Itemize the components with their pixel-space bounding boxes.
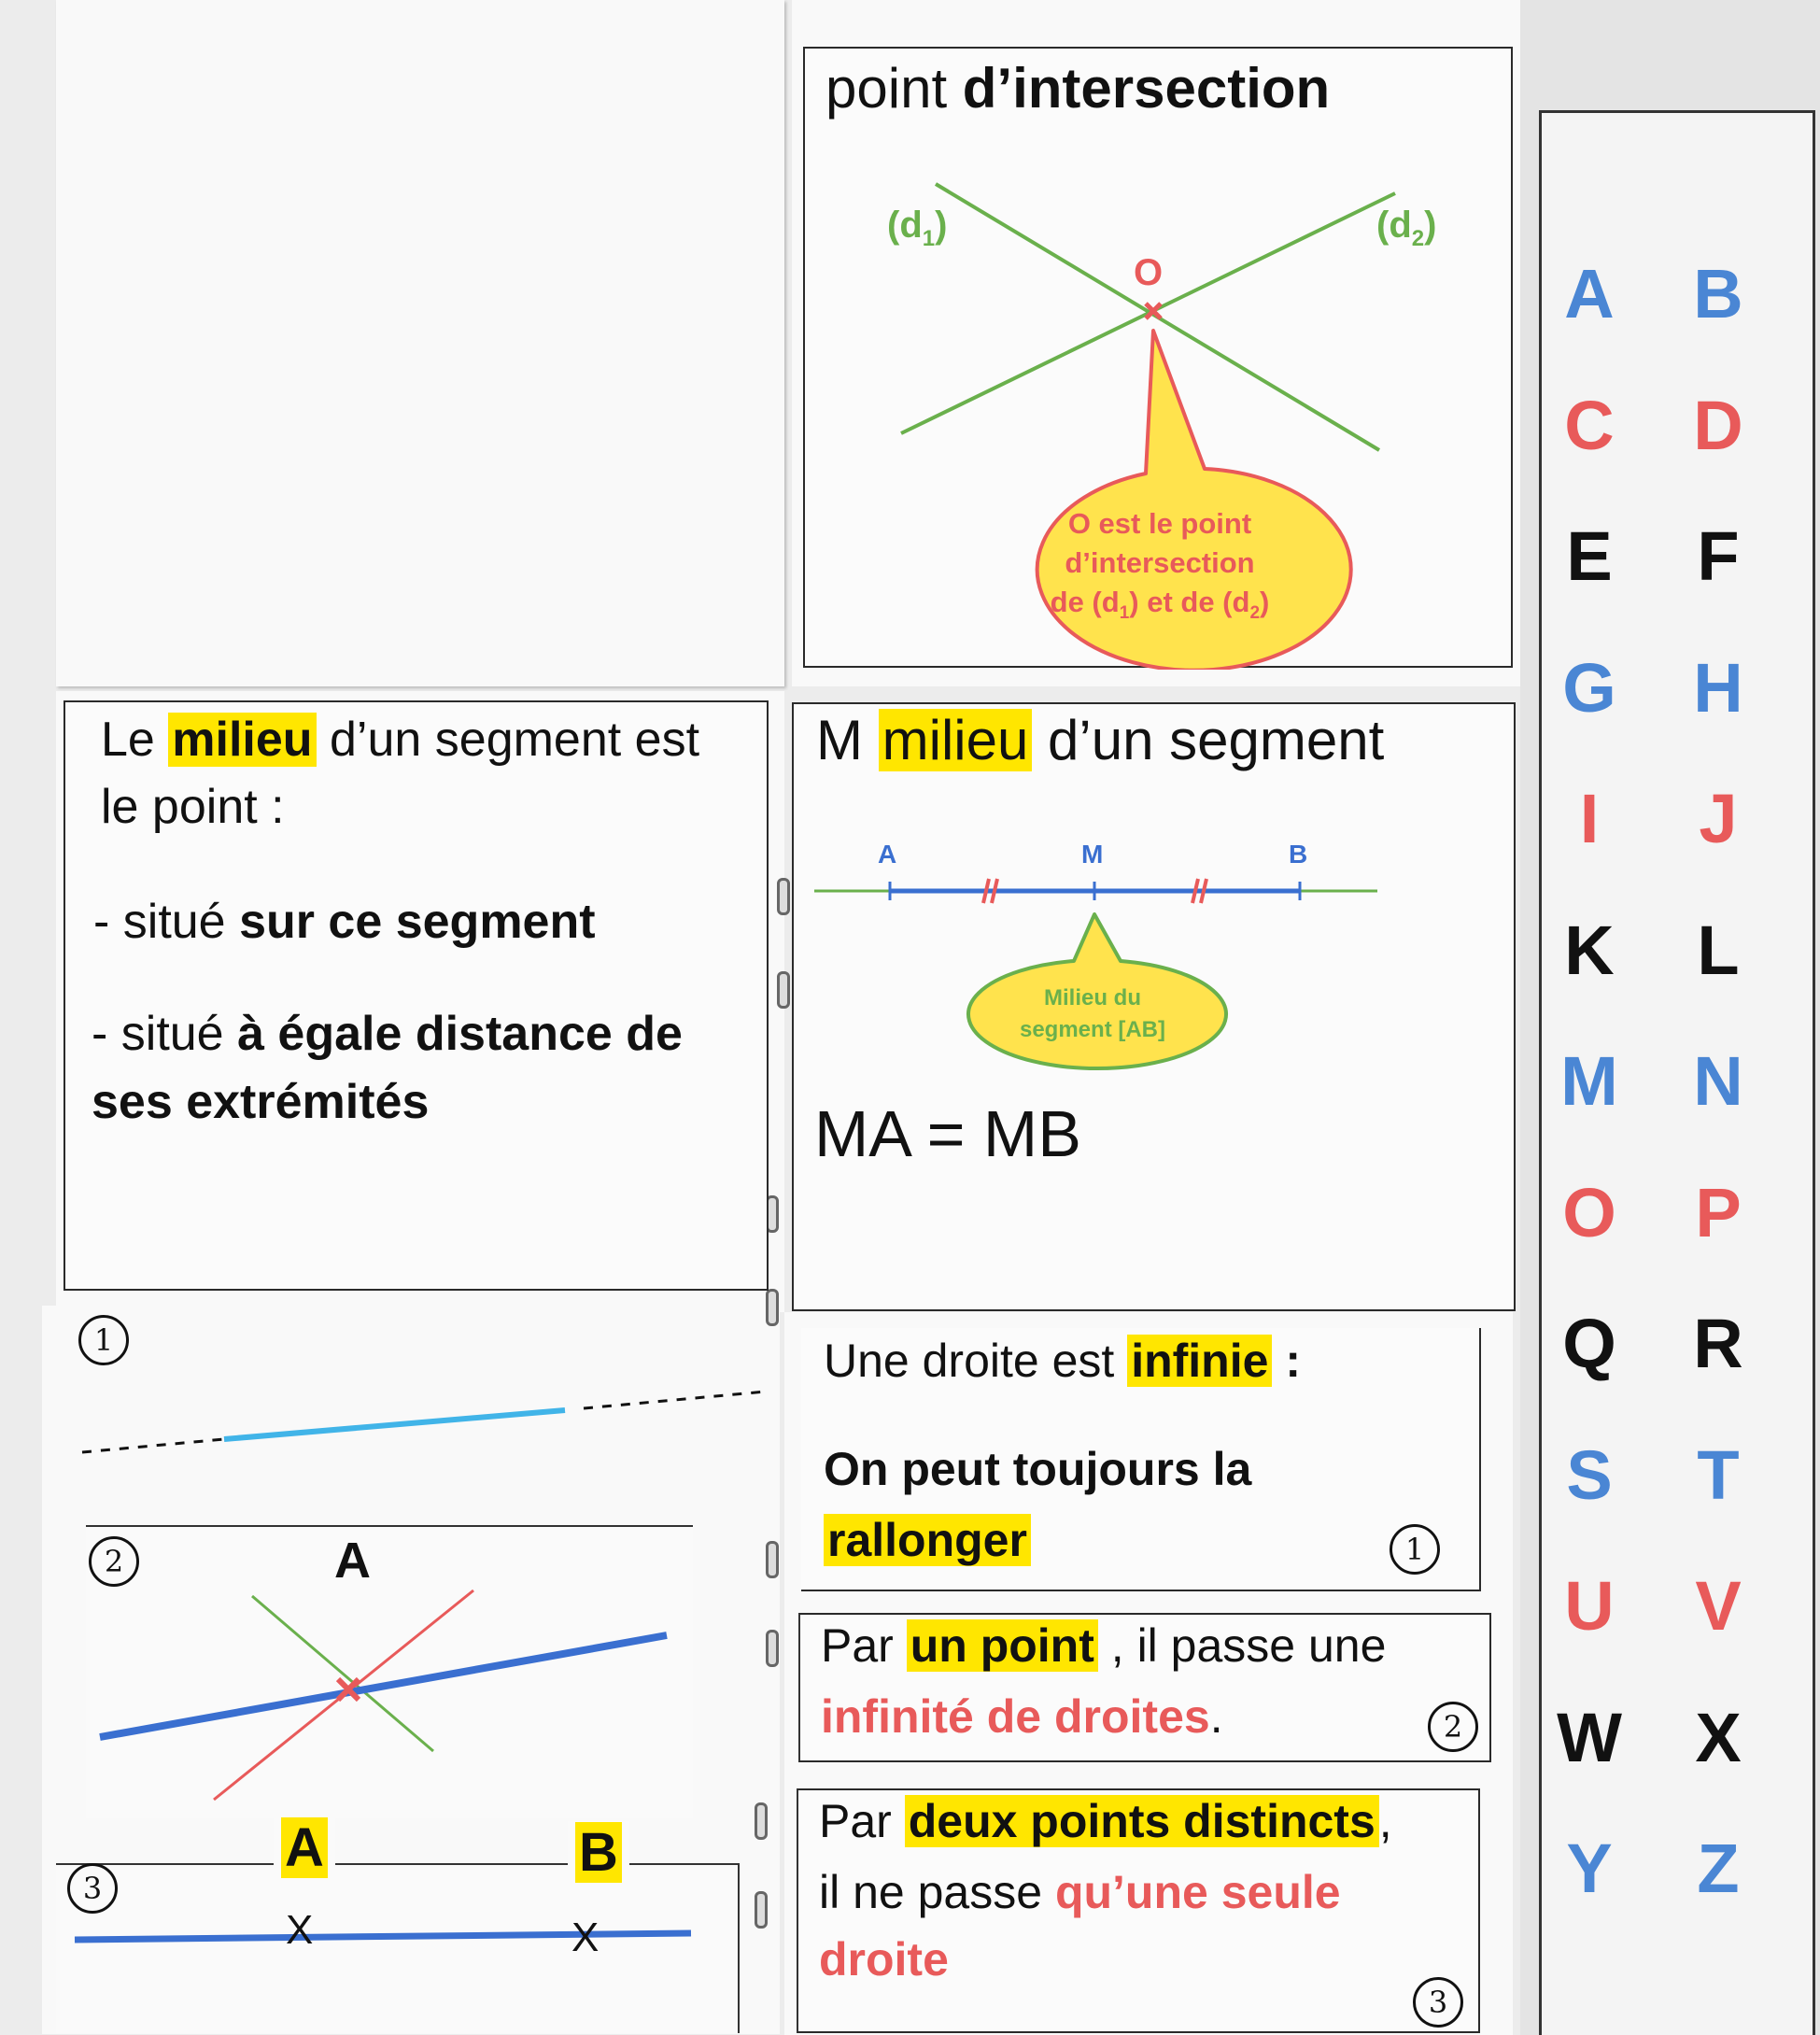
label-b: B <box>1289 840 1308 869</box>
deux-points-line-3: droite <box>819 1933 949 1986</box>
card-milieu-definition <box>63 700 769 1291</box>
figure-3-label-a: A <box>274 1816 335 1879</box>
alphabet-letter-x: X <box>1695 1699 1742 1776</box>
alphabet-letter-r: R <box>1693 1305 1743 1382</box>
alphabet-letter-q: Q <box>1562 1305 1616 1382</box>
alphabet-letter-t: T <box>1697 1436 1740 1514</box>
figure-number-2: 2 <box>89 1536 139 1587</box>
binding-ring <box>766 1289 779 1326</box>
def-line-4: - situé à égale distance de <box>92 1007 683 1061</box>
alphabet-letter-o: O <box>1562 1174 1616 1251</box>
un-point-line-1: Par un point , il passe une <box>821 1619 1387 1672</box>
card-number-2: 2 <box>1428 1702 1478 1752</box>
alphabet-letter-y: Y <box>1566 1830 1613 1907</box>
figure-1-infinite-line <box>56 1373 822 1513</box>
card-number-1: 1 <box>1390 1524 1440 1575</box>
bubble-milieu-text: Milieu du segment [AB] <box>1019 985 1165 1042</box>
binding-ring <box>777 971 790 1009</box>
cross-b: X <box>571 1915 600 1960</box>
binding-ring <box>766 1541 779 1578</box>
alphabet-letter-p: P <box>1695 1174 1742 1251</box>
alphabet-letter-g: G <box>1562 649 1616 727</box>
equation: MA = MB <box>814 1097 1081 1170</box>
deux-points-line-2: il ne passe qu’une seule <box>819 1866 1341 1918</box>
label-d2: $(d_2)$ <box>1376 205 1437 251</box>
alphabet-letter-h: H <box>1693 649 1743 727</box>
alphabet-letter-j: J <box>1699 780 1738 857</box>
alphabet-letter-s: S <box>1566 1436 1613 1514</box>
alphabet-letter-d: D <box>1693 387 1743 464</box>
figure-3-line-through-two-points <box>56 1896 766 2008</box>
alphabet-letter-u: U <box>1564 1567 1615 1645</box>
alphabet-letter-c: C <box>1564 387 1615 464</box>
alphabet-letter-b: B <box>1693 255 1743 332</box>
alphabet-letter-m: M <box>1560 1042 1618 1120</box>
label-m: M <box>1081 840 1104 869</box>
figure-2-label-a: A <box>334 1533 371 1589</box>
title-plain: point <box>825 57 948 120</box>
def-line-1: Le milieu d’un segment est <box>101 713 700 767</box>
title-bold: d’intersection <box>962 57 1331 120</box>
alphabet-letter-v: V <box>1695 1567 1742 1645</box>
blank-page-top-left <box>56 0 784 686</box>
alphabet-letter-n: N <box>1693 1042 1743 1120</box>
binding-ring <box>777 878 790 915</box>
alphabet-letter-a: A <box>1564 255 1615 332</box>
infinie-line-1: Une droite est infinie : <box>824 1335 1301 1387</box>
binding-ring <box>766 1630 779 1667</box>
deux-points-line-1: Par deux points distincts, <box>819 1795 1392 1847</box>
card-deux-points <box>797 1788 1480 2033</box>
figure-3-label-b: B <box>568 1821 629 1884</box>
infinie-line-3: rallonger <box>824 1513 1031 1567</box>
alphabet-letter-l: L <box>1697 912 1740 989</box>
figure-number-1: 1 <box>78 1315 129 1365</box>
alphabet-letter-w: W <box>1557 1699 1622 1776</box>
def-line-2: le point : <box>101 780 285 834</box>
def-line-3: - situé sur ce segment <box>93 895 596 949</box>
binding-ring <box>755 1802 768 1840</box>
label-o: O <box>1134 252 1164 293</box>
card-un-point <box>798 1613 1491 1762</box>
label-a: A <box>878 840 897 869</box>
figure-number-3: 3 <box>67 1863 118 1914</box>
bubble-text: O est le point d’intersection de $(d_1)$ et de $(d_2)$ <box>1050 507 1270 624</box>
figure-2-lines-through-point <box>86 1525 740 1824</box>
alphabet-letter-i: I <box>1579 780 1600 857</box>
card-milieu-segment <box>792 702 1516 1311</box>
card-number-3: 3 <box>1413 1977 1463 2028</box>
segment-title: M milieu d’un segment <box>816 709 1385 771</box>
infinie-line-2: On peut toujours la <box>824 1443 1252 1495</box>
card-intersection <box>803 47 1513 668</box>
alphabet-letter-z: Z <box>1697 1830 1740 1907</box>
alphabet-letter-k: K <box>1564 912 1615 989</box>
card-droite-infinie <box>801 1328 1481 1591</box>
cross-a: X <box>286 1907 314 1953</box>
un-point-line-2: infinité de droites. <box>821 1690 1223 1743</box>
label-d1: $(d_1)$ <box>887 205 948 251</box>
def-line-5: ses extrémités <box>92 1075 430 1129</box>
alphabet-letter-e: E <box>1566 517 1613 595</box>
alphabet-letter-f: F <box>1697 517 1740 595</box>
